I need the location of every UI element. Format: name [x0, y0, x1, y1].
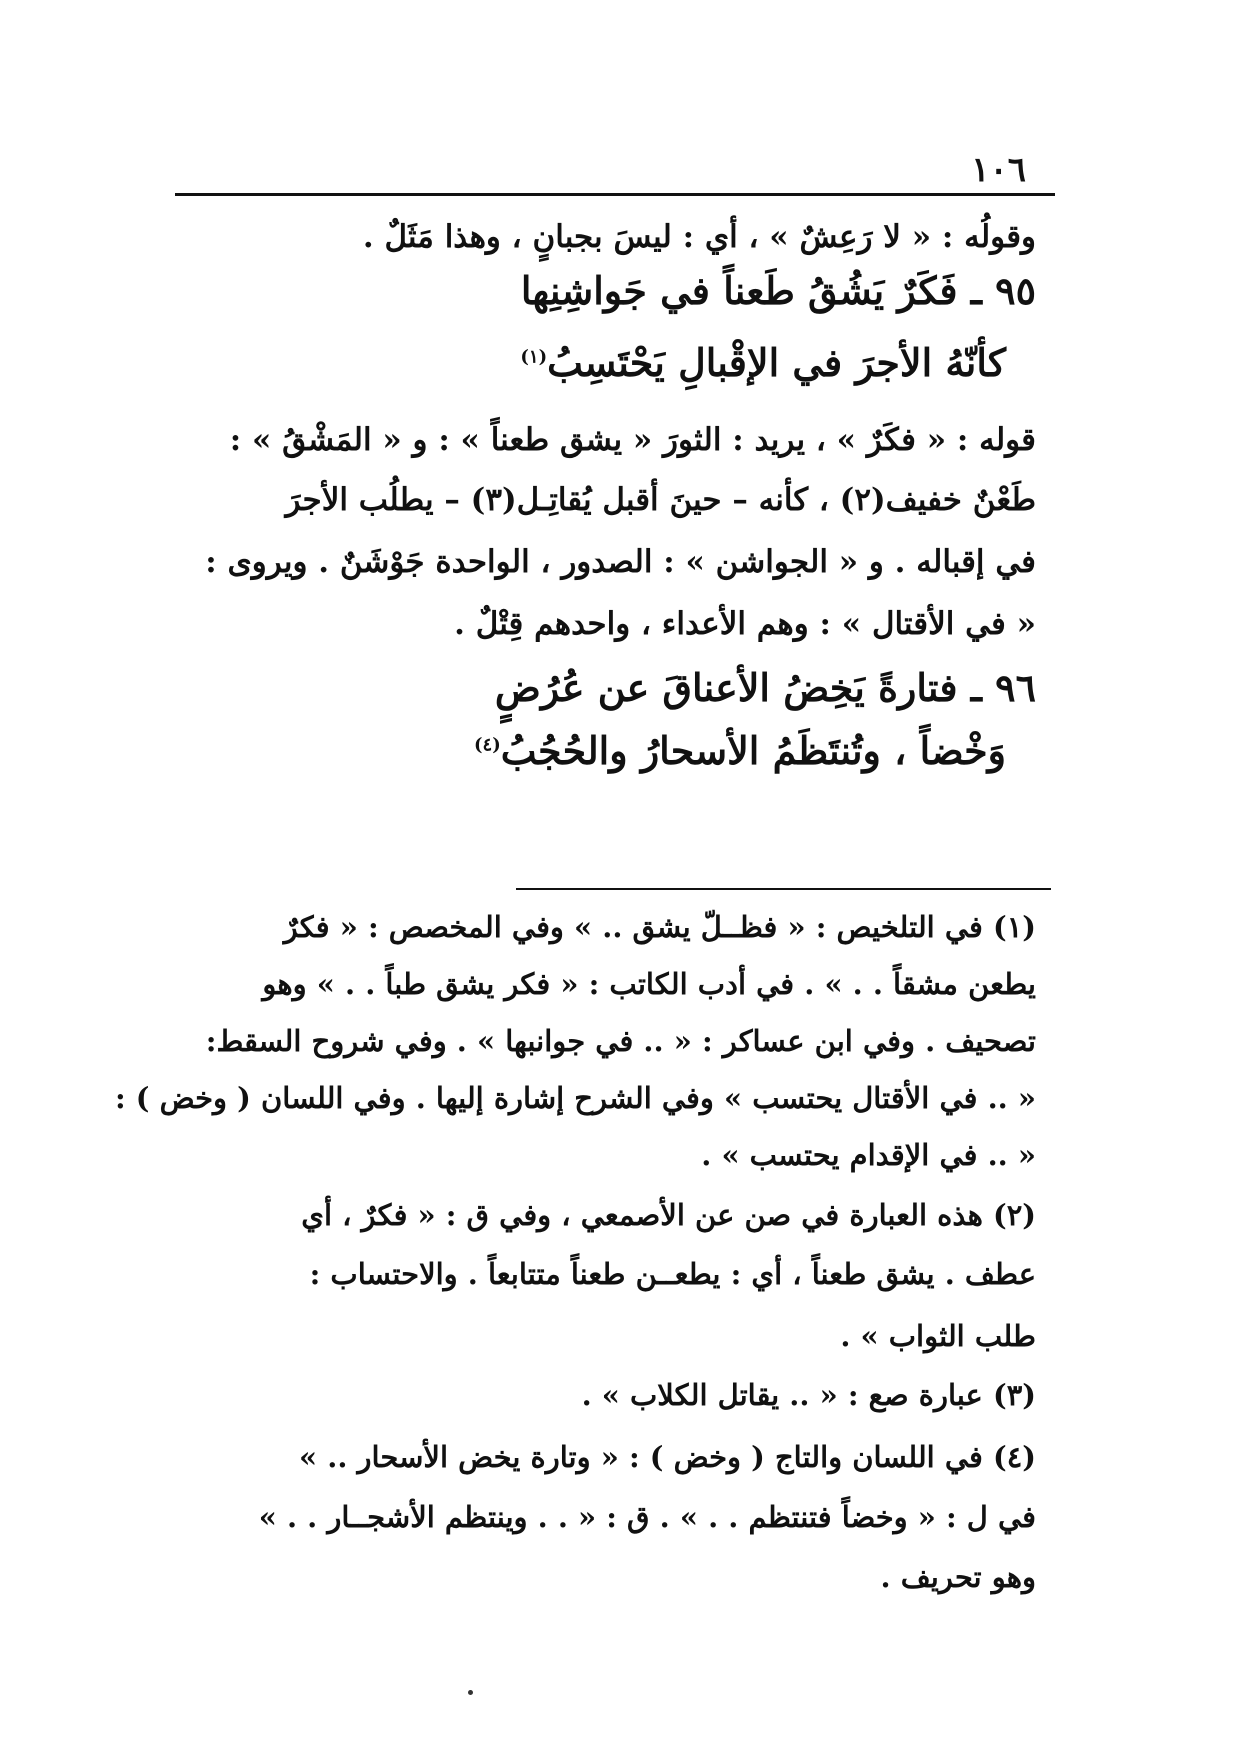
footnote-mark: (٤) — [474, 734, 501, 756]
footnote-line: يطعن مشقاً . . » . في أدب الكاتب : « فكر يشق طباً . . » وهو — [262, 967, 1036, 1001]
footnote-line: (١) في التلخيص : « فظــلّ يشق .. » وفي المخصص : « فكرٌ — [283, 910, 1036, 944]
footnote-line: طلب الثواب » . — [840, 1319, 1036, 1353]
verse-95-second-hemistich — [520, 340, 1006, 385]
footnote-mark: (١) — [520, 346, 548, 368]
footnote-line: وهو تحريف . — [880, 1560, 1036, 1594]
footnote-separator — [516, 888, 1051, 890]
commentary-line: « في الأقتال » : وهم الأعداء ، واحدهم قِتْلٌ . — [454, 606, 1036, 642]
verse-96-text: وَخْضاً ، وتُنتَظَمُ الأسحارُ والحُجُبُ — [500, 728, 1006, 773]
footnote-line: عطف . يشق طعناً ، أي : يطعــن طعناً متتابعاً . والاحتساب : — [309, 1257, 1036, 1291]
scan-speck — [468, 1690, 473, 1695]
verse-95-text: كأنّهُ الأجرَ في الإقْبالِ يَحْتَسِبُ — [547, 340, 1006, 385]
footnote-line: (٣) عبارة صع : « .. يقاتل الكلاب » . — [581, 1378, 1036, 1412]
footnote-line: « .. في الإقدام يحتسب » . — [701, 1138, 1036, 1172]
footnote-line: تصحيف . وفي ابن عساكر : « .. في جوانبها » . وفي شروح السقط: — [205, 1024, 1036, 1058]
verse-95-first-hemistich: ٩٥ ـ فَكَرٌ يَشُقُ طَعناً في جَواشِنِها — [520, 268, 1036, 313]
header-rule — [175, 193, 1055, 196]
verse-96-first-hemistich: ٩٦ ـ فتارةً يَخِضُ الأعناقَ عن عُرُضٍ — [494, 665, 1036, 710]
page-number: ١٠٦ — [971, 150, 1026, 190]
footnote-line: (٢) هذه العبارة في صن عن الأصمعي ، وفي ق : « فكرٌ ، أي — [301, 1198, 1036, 1232]
commentary-line: طَعْنٌ خفيف(٢) ، كأنه – حينَ أقبل يُقاتِـل(٣) – يطلُب الأجرَ — [285, 482, 1036, 518]
footnote-line: (٤) في اللسان والتاج ( وخض ) : « وتارة يخض الأسحار .. » — [299, 1440, 1036, 1474]
commentary-line: قوله : « فكَرٌ » ، يريد : الثورَ « يشق طعناً » : و « المَشْقُ » : — [229, 422, 1036, 458]
footnote-line: « .. في الأقتال يحتسب » وفي الشرح إشارة إليها . وفي اللسان ( وخض ) : — [114, 1081, 1036, 1115]
verse-96-second-hemistich — [474, 728, 1006, 773]
commentary-line: في إقباله . و « الجواشن » : الصدور ، الواحدة جَوْشَنٌ . ويروى : — [205, 544, 1036, 580]
footnote-line: في ل : « وخضاً فتنتظم . . » . ق : « . . وينتظم الأشجــار . . » — [258, 1500, 1036, 1534]
body-line: وقولُه : « لا رَعِشٌ » ، أي : ليسَ بجبانٍ ، وهذا مَثَلٌ . — [362, 219, 1036, 255]
